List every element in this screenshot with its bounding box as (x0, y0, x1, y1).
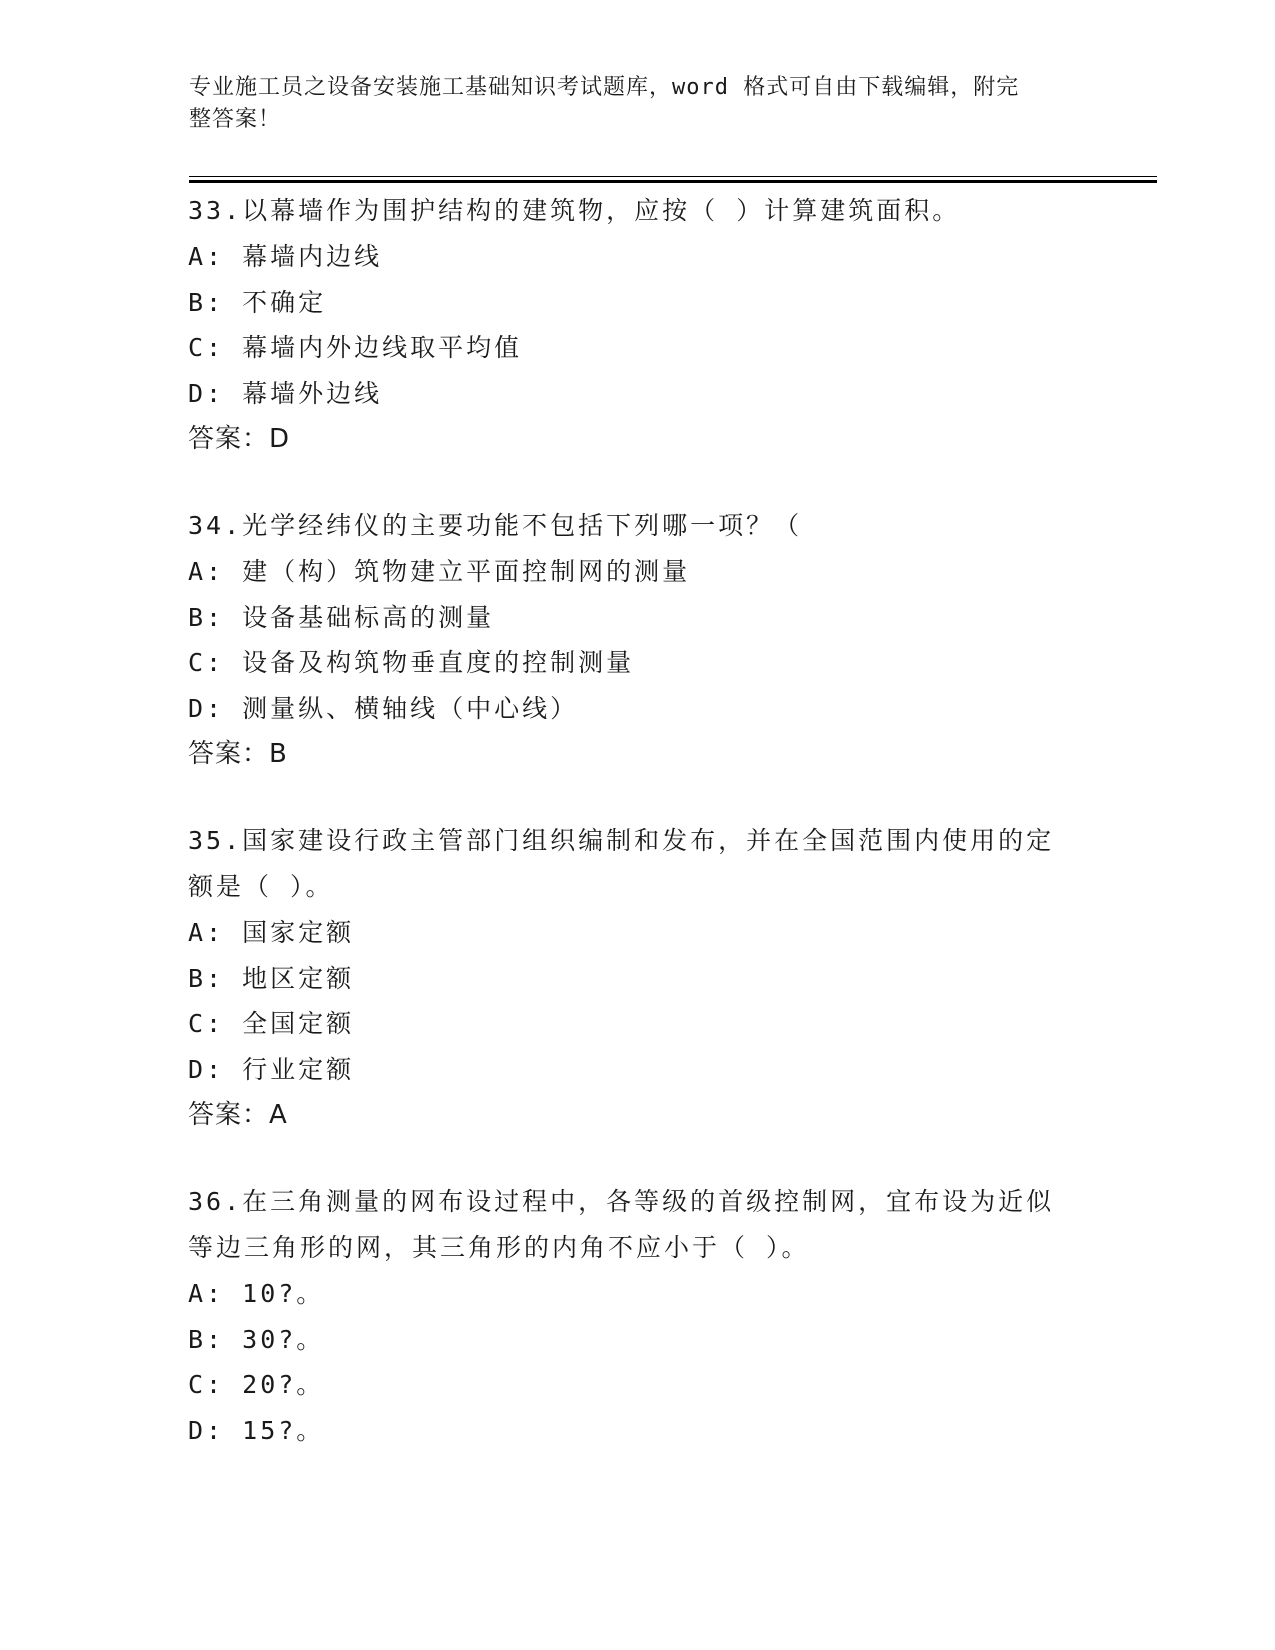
question-35 (188, 818, 1088, 1138)
question-stem: 36.在三角测量的网布设过程中，各等级的首级控制网，宜布设为近似 (188, 1187, 1055, 1216)
header-divider-thick (189, 180, 1157, 183)
option-c: C: 全国定额 (188, 1009, 355, 1038)
question-stem: 33.以幕墙作为围护结构的建筑物，应按（ ）计算建筑面积。 (188, 196, 961, 225)
option-a: A: 幕墙内边线 (188, 242, 383, 271)
question-34 (188, 503, 1088, 777)
header-line-1: 专业施工员之设备安装施工基础知识考试题库，word 格式可自由下载编辑，附完 (189, 75, 1020, 100)
option-b: B: 设备基础标高的测量 (188, 602, 495, 632)
option-b: B: 30?。 (188, 1324, 325, 1354)
option-d: D: 幕墙外边线 (188, 378, 383, 408)
question-36 (188, 1179, 1088, 1453)
option-c: C: 设备及构筑物垂直度的控制测量 (188, 648, 635, 677)
question-stem-continued: 等边三角形的网，其三角形的内角不应小于（ ）。 (188, 1233, 810, 1262)
option-d: D: 测量纵、横轴线（中心线） (188, 693, 579, 723)
option-a: A: 10?。 (188, 1279, 325, 1308)
answer-label: 答案：B (188, 739, 288, 769)
option-b: B: 地区定额 (188, 963, 355, 993)
option-a: A: 建（构）筑物建立平面控制网的测量 (188, 557, 691, 586)
question-list (188, 188, 1088, 1494)
question-stem: 35.国家建设行政主管部门组织编制和发布，并在全国范围内使用的定 (188, 826, 1055, 855)
header-divider-thin (189, 176, 1157, 177)
document-header (189, 72, 1089, 136)
answer-label: 答案：A (188, 1100, 288, 1130)
question-stem: 34.光学经纬仪的主要功能不包括下列哪一项？（ (188, 511, 803, 540)
question-33 (188, 188, 1088, 462)
answer-label: 答案：D (188, 424, 291, 454)
option-d: D: 行业定额 (188, 1054, 355, 1084)
option-c: C: 20?。 (188, 1370, 325, 1399)
header-line-2: 整答案！ (189, 107, 282, 132)
question-stem-continued: 额是（ ）。 (188, 872, 334, 901)
option-a: A: 国家定额 (188, 918, 355, 947)
option-b: B: 不确定 (188, 287, 327, 317)
option-c: C: 幕墙内外边线取平均值 (188, 333, 523, 362)
option-d: D: 15?。 (188, 1415, 325, 1445)
